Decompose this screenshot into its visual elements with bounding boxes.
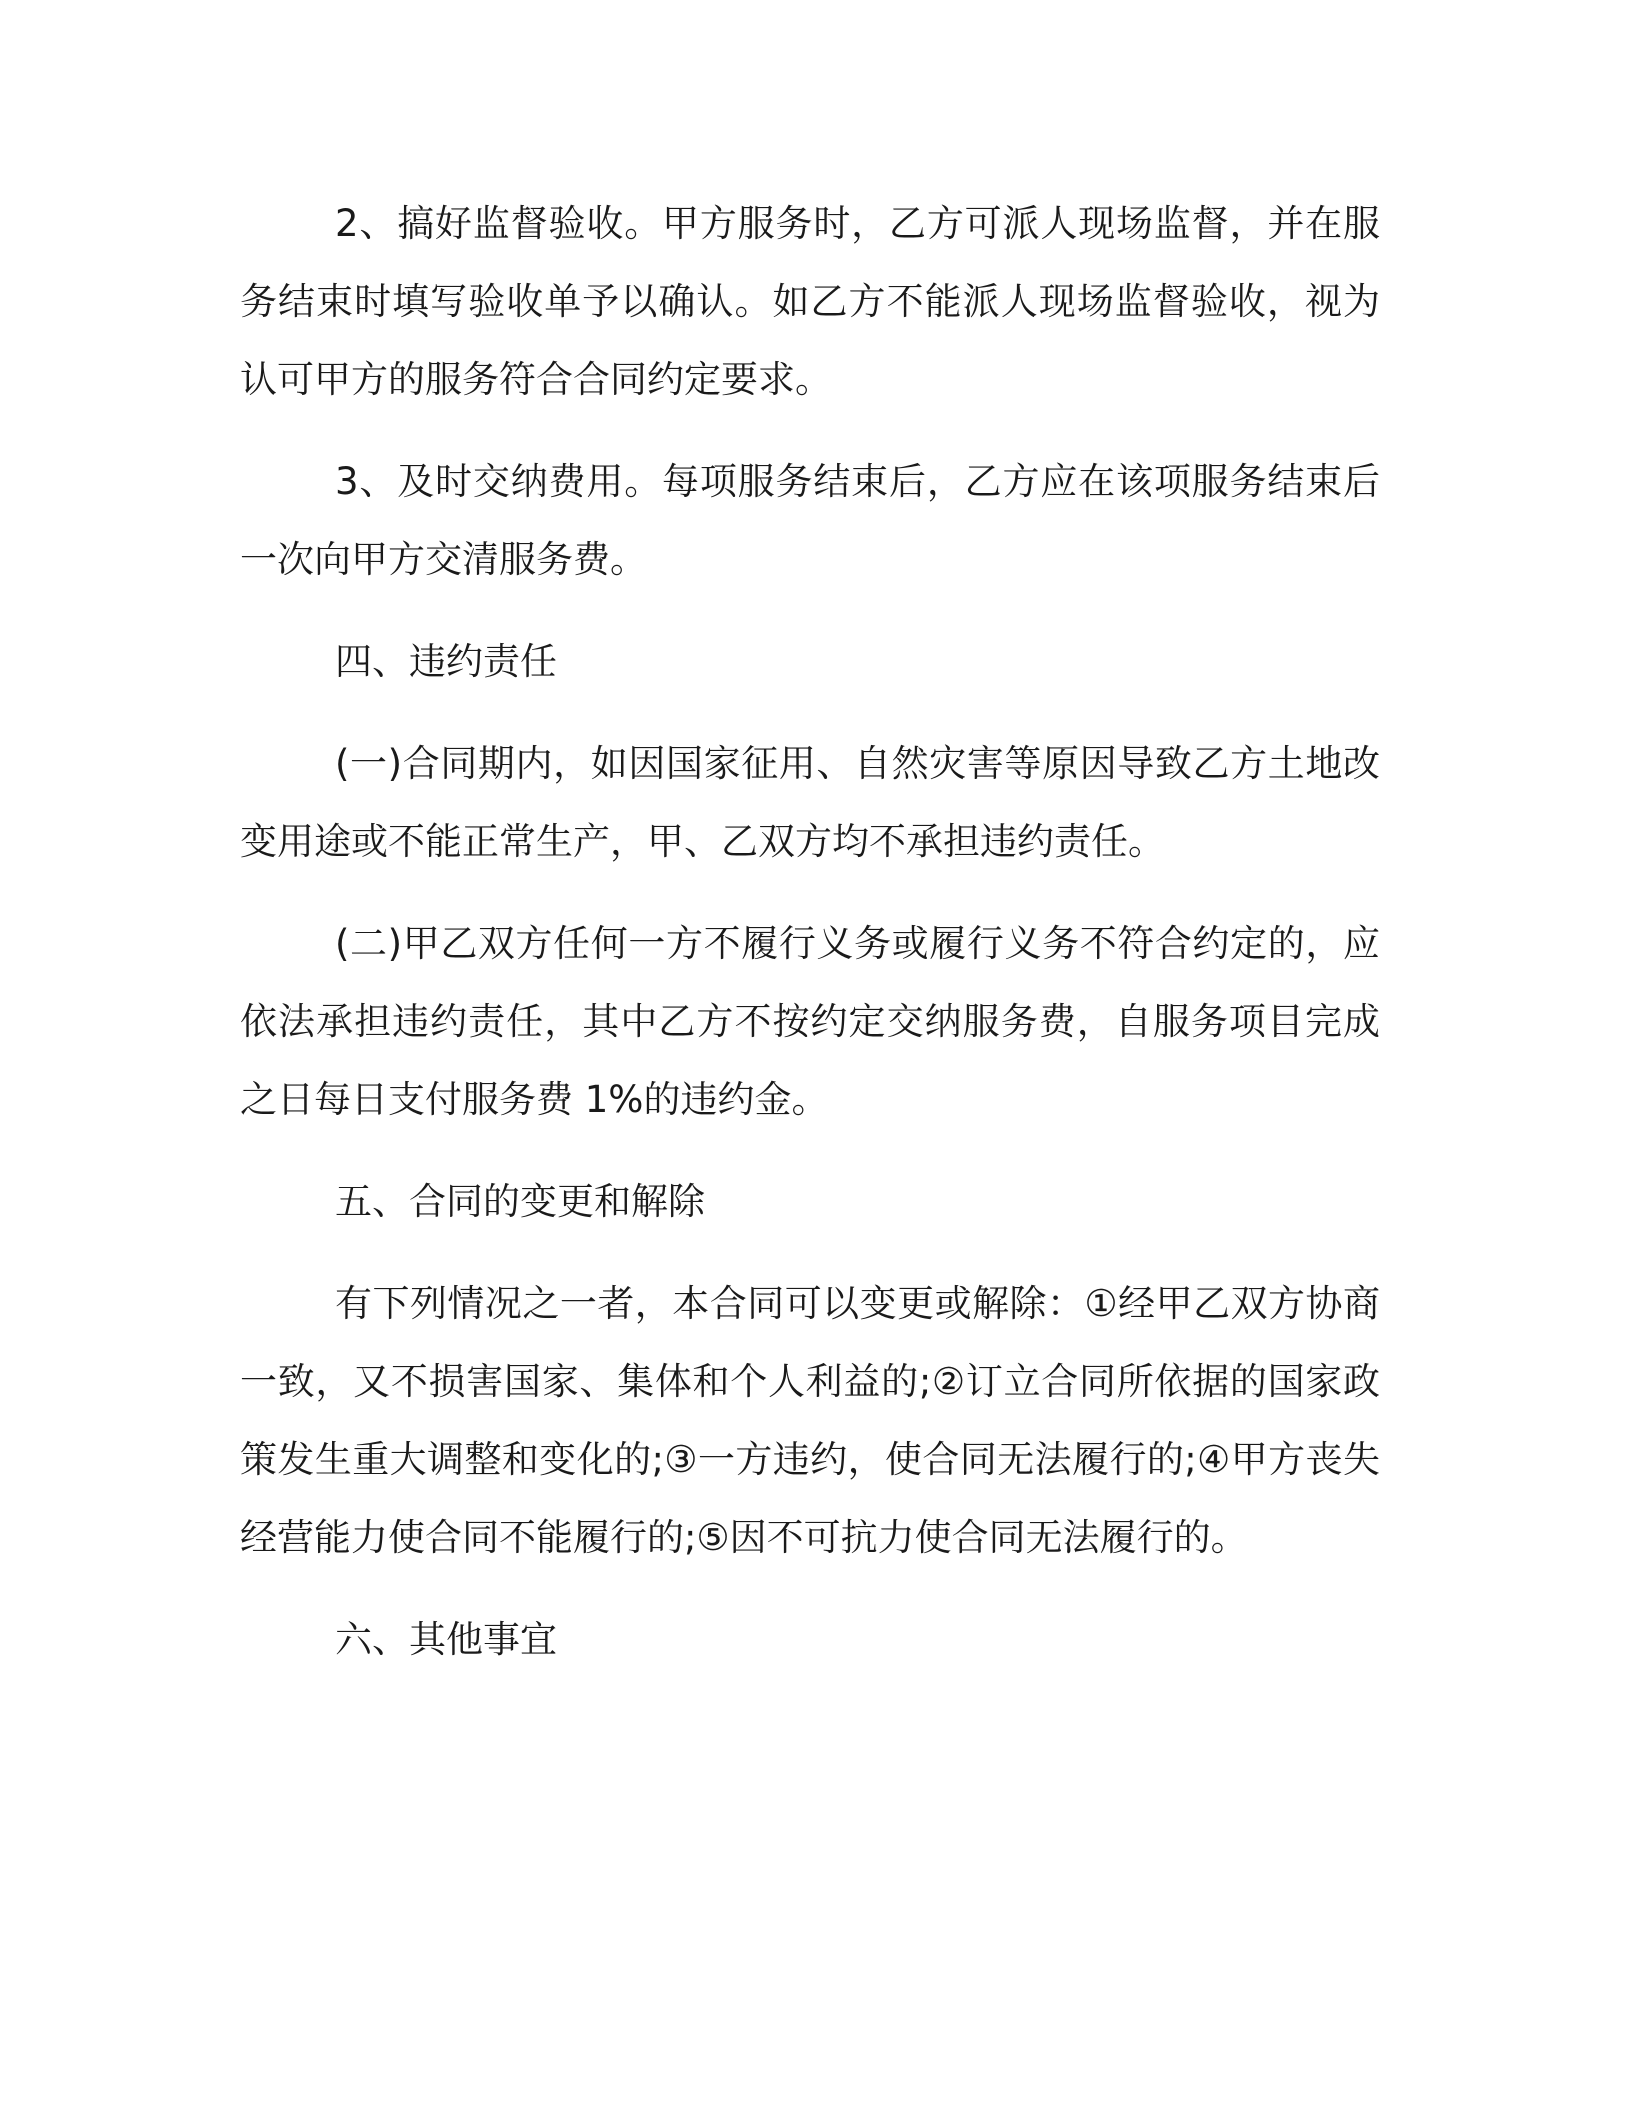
- section-heading-change: 五、合同的变更和解除: [335, 1180, 705, 1223]
- clause-breach-one: (一)合同期内，如因国家征用、自然灾害等原因导致乙方土地改变用途或不能正常生产，甲、乙双方均不承担违约责任。: [240, 742, 1380, 863]
- document-body: [240, 185, 1380, 1703]
- clause-payment: 3、及时交纳费用。每项服务结束后，乙方应在该项服务结束后一次向甲方交清服务费。: [240, 460, 1380, 581]
- clause-change-conditions: 有下列情况之一者，本合同可以变更或解除：①经甲乙双方协商一致，又不损害国家、集体和个人利益的;②订立合同所依据的国家政策发生重大调整和变化的;③一方违约，使合同无法履行的;④甲方丧失经营能力使合同不能履行的;⑤因不可抗力使合同无法履行的。: [240, 1282, 1380, 1559]
- section-heading-breach: 四、违约责任: [335, 640, 557, 683]
- clause-breach-two: (二)甲乙双方任何一方不履行义务或履行义务不符合约定的，应依法承担违约责任，其中乙方不按约定交纳服务费，自服务项目完成之日每日支付服务费 1%的违约金。: [240, 922, 1380, 1121]
- section-heading-other: 六、其他事宜: [335, 1618, 557, 1661]
- clause-acceptance: 2、搞好监督验收。甲方服务时，乙方可派人现场监督，并在服务结束时填写验收单予以确认。如乙方不能派人现场监督验收，视为认可甲方的服务符合合同约定要求。: [240, 202, 1380, 401]
